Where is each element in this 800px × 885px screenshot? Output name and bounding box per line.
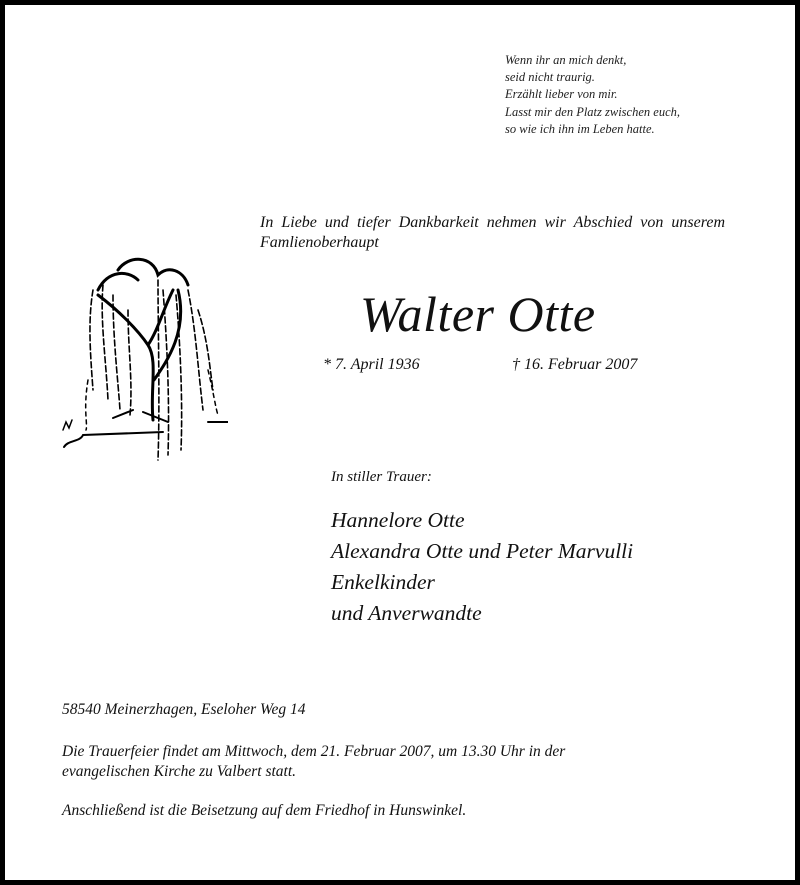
address: 58540 Meinerzhagen, Eseloher Weg 14 xyxy=(62,701,306,718)
mourner: Hannelore Otte xyxy=(331,508,465,532)
burial-info: Anschließend ist die Beisetzung auf dem Friedhof in Hunswinkel. xyxy=(62,802,467,819)
deceased-name: Walter Otte xyxy=(360,286,596,342)
mourners-list xyxy=(331,505,633,629)
poem-line: Lasst mir den Platz zwischen euch, xyxy=(505,104,680,119)
poem xyxy=(505,52,680,138)
death-date: † 16. Februar 2007 xyxy=(512,356,638,373)
service-line: Die Trauerfeier findet am Mittwoch, dem 21. Februar 2007, um 13.30 Uhr in der xyxy=(62,743,566,760)
poem-line: Wenn ihr an mich denkt, xyxy=(505,53,627,67)
poem-line: so wie ich ihn im Leben hatte. xyxy=(505,121,655,136)
mourner: Alexandra Otte und Peter Marvulli xyxy=(331,539,634,563)
weeping-willow-illustration xyxy=(58,250,228,465)
poem-line: seid nicht traurig. xyxy=(505,70,595,85)
poem-line: Erzählt lieber von mir. xyxy=(505,87,618,102)
mourning-label: In stiller Trauer: xyxy=(331,469,432,485)
mourner: Enkelkinder xyxy=(331,570,435,594)
birth-date: * 7. April 1936 xyxy=(323,356,420,373)
service-line: evangelischen Kirche zu Valbert statt. xyxy=(62,763,297,780)
service-info xyxy=(62,742,565,782)
intro-text: In Liebe und tiefer Dankbarkeit nehmen wir Abschied von unserem Famlienoberhaupt xyxy=(260,214,725,251)
mourner: und Anverwandte xyxy=(331,601,482,625)
